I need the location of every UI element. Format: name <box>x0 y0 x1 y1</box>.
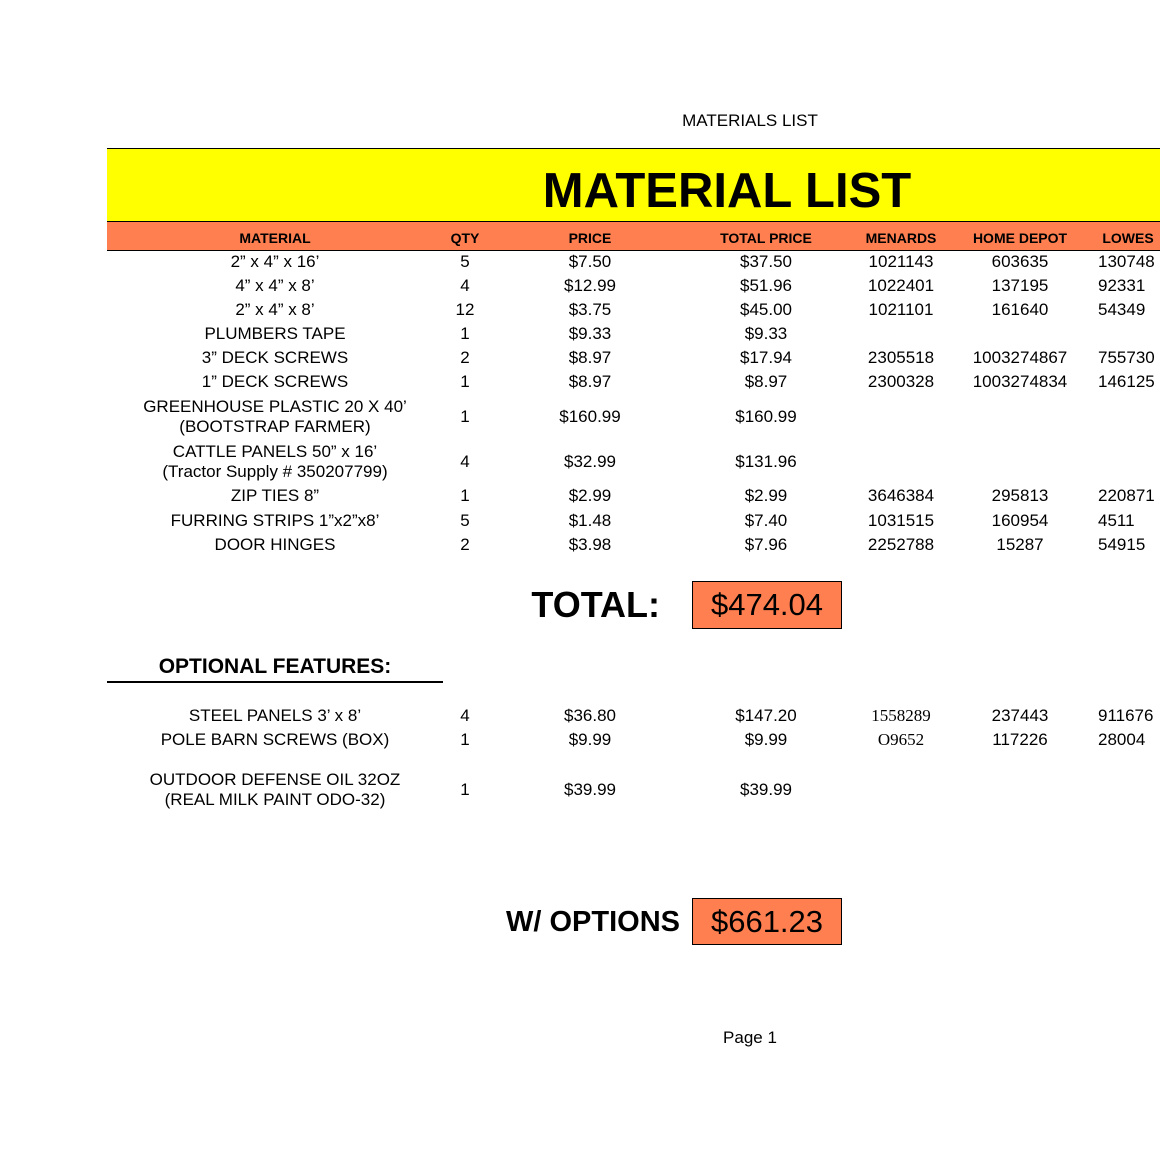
cell-qty: 2 <box>460 535 470 554</box>
cell-material: OUTDOOR DEFENSE OIL 32OZ (REAL MILK PAINT ODO-32) <box>149 770 401 809</box>
cell-menards-sku <box>851 442 951 482</box>
cell-lowes-sku <box>1090 442 1160 482</box>
column-header-material: MATERIAL <box>239 230 311 246</box>
cell-price: $8.97 <box>568 348 612 367</box>
cell-price: $160.99 <box>559 407 621 426</box>
cell-home-depot-sku <box>960 324 1080 344</box>
cell-total-price: $9.99 <box>744 730 788 749</box>
cell-total-price: $160.99 <box>735 407 797 426</box>
table-row <box>0 486 1160 506</box>
cell-lowes-sku: 755730 <box>1098 348 1155 367</box>
cell-lowes-sku: 54349 <box>1098 300 1146 319</box>
column-header-menards-sku: MENARDS <box>865 230 937 246</box>
cell-lowes-sku: 130748 <box>1098 252 1155 271</box>
cell-qty: 1 <box>460 730 470 749</box>
cell-material: 2” x 4” x 8’ <box>235 300 315 319</box>
table-row <box>0 252 1160 272</box>
cell-material: PLUMBERS TAPE <box>204 324 346 343</box>
cell-qty: 2 <box>460 348 470 367</box>
cell-home-depot-sku <box>960 769 1080 811</box>
cell-material: 3” DECK SCREWS <box>201 348 349 367</box>
header-cells <box>0 224 1160 252</box>
column-header-lowes-sku: LOWES <box>1102 230 1154 246</box>
cell-home-depot-sku <box>960 397 1080 437</box>
cell-total-price: $51.96 <box>740 276 792 295</box>
cell-qty: 4 <box>460 276 470 295</box>
cell-lowes-sku: 220871 <box>1098 486 1155 505</box>
cell-home-depot-sku: 295813 <box>991 486 1049 505</box>
total-value: $474.04 <box>692 581 842 629</box>
optional-features-heading: OPTIONAL FEATURES: <box>107 655 443 683</box>
cell-home-depot-sku: 160954 <box>991 511 1049 530</box>
column-header-price: PRICE <box>568 230 612 246</box>
cell-price: $32.99 <box>564 452 616 471</box>
cell-home-depot-sku: 1003274867 <box>972 348 1068 367</box>
cell-qty: 5 <box>460 511 470 530</box>
cell-menards-sku <box>851 769 951 811</box>
cell-total-price: $131.96 <box>735 452 797 471</box>
cell-home-depot-sku: 1003274834 <box>972 372 1068 391</box>
cell-lowes-sku: 54915 <box>1098 535 1146 554</box>
cell-lowes-sku <box>1090 769 1160 811</box>
page-title: MATERIAL LIST <box>542 164 912 218</box>
cell-qty: 12 <box>455 300 475 319</box>
cell-menards-sku: 2252788 <box>867 535 935 554</box>
table-row <box>0 372 1160 392</box>
cell-lowes-sku: 911676 <box>1098 706 1154 725</box>
cell-menards-sku: 2305518 <box>867 348 935 367</box>
cell-lowes-sku: 28004 <box>1098 730 1146 749</box>
cell-total-price: $9.33 <box>744 324 788 343</box>
cell-home-depot-sku: 15287 <box>996 535 1044 554</box>
cell-menards-sku: 1021101 <box>868 300 934 319</box>
cell-price: $12.99 <box>564 276 616 295</box>
table-row <box>0 276 1160 296</box>
cell-menards-sku: O9652 <box>877 730 925 749</box>
table-row <box>0 397 1160 437</box>
cell-menards-sku: 1021143 <box>868 252 934 271</box>
table-row <box>0 730 1160 750</box>
column-header-home-depot-sku: HOME DEPOT <box>972 230 1068 246</box>
cell-lowes-sku: 92331 <box>1098 276 1146 295</box>
cell-price: $9.99 <box>568 730 612 749</box>
table-row <box>0 442 1160 482</box>
cell-total-price: $37.50 <box>740 252 792 271</box>
cell-menards-sku: 3646384 <box>867 486 935 505</box>
cell-material: DOOR HINGES <box>214 535 336 554</box>
cell-total-price: $7.96 <box>744 535 788 554</box>
print-header: MATERIALS LIST <box>682 111 818 130</box>
cell-lowes-sku <box>1090 397 1160 437</box>
cell-price: $7.50 <box>568 252 612 271</box>
cell-material: STEEL PANELS 3’ x 8’ <box>188 706 362 725</box>
cell-qty: 1 <box>460 780 470 799</box>
cell-qty: 5 <box>460 252 470 271</box>
cell-material: CATTLE PANELS 50” x 16’ (Tractor Supply # 350207799) <box>162 442 388 481</box>
cell-qty: 1 <box>460 372 470 391</box>
cell-total-price: $147.20 <box>735 706 797 725</box>
cell-home-depot-sku <box>960 442 1080 482</box>
table-row <box>0 300 1160 320</box>
cell-lowes-sku <box>1090 324 1160 344</box>
table-row <box>0 535 1160 555</box>
cell-lowes-sku: 146125 <box>1098 372 1155 391</box>
cell-menards-sku: 1022401 <box>867 276 935 295</box>
cell-total-price: $7.40 <box>744 511 788 530</box>
cell-home-depot-sku: 161640 <box>991 300 1049 319</box>
cell-menards-sku <box>851 397 951 437</box>
cell-home-depot-sku: 603635 <box>991 252 1049 271</box>
cell-qty: 4 <box>460 452 470 471</box>
cell-qty: 1 <box>460 486 470 505</box>
cell-material: 2” x 4” x 16’ <box>230 252 320 271</box>
cell-qty: 1 <box>460 407 470 426</box>
cell-menards-sku: 2300328 <box>867 372 935 391</box>
column-header-total-price: TOTAL PRICE <box>720 230 812 246</box>
total-label: TOTAL: <box>531 584 660 625</box>
cell-material: FURRING STRIPS 1”x2”x8’ <box>170 511 380 530</box>
cell-price: $39.99 <box>564 780 616 799</box>
cell-home-depot-sku: 137195 <box>991 276 1049 295</box>
table-row <box>0 324 1160 344</box>
cell-lowes-sku: 4511 <box>1098 511 1135 530</box>
cell-home-depot-sku: 117226 <box>992 730 1048 749</box>
cell-total-price: $2.99 <box>744 486 788 505</box>
cell-material: ZIP TIES 8” <box>230 486 320 505</box>
cell-material: 1” DECK SCREWS <box>201 372 349 391</box>
cell-menards-sku: 1558289 <box>871 706 931 725</box>
with-options-label: W/ OPTIONS <box>506 906 680 938</box>
cell-material: GREENHOUSE PLASTIC 20 X 40’ (BOOTSTRAP FARMER) <box>143 397 407 436</box>
cell-material: POLE BARN SCREWS (BOX) <box>160 730 390 749</box>
cell-price: $1.48 <box>568 511 612 530</box>
page-footer: Page 1 <box>723 1028 777 1047</box>
cell-price: $9.33 <box>568 324 612 343</box>
cell-price: $36.80 <box>564 706 616 725</box>
cell-qty: 4 <box>460 706 470 725</box>
cell-price: $3.98 <box>568 535 612 554</box>
table-row <box>0 511 1160 531</box>
cell-qty: 1 <box>460 324 470 343</box>
cell-menards-sku: 1031515 <box>867 511 935 530</box>
cell-material: 4” x 4” x 8’ <box>235 276 315 295</box>
cell-total-price: $8.97 <box>744 372 788 391</box>
column-header-row <box>0 224 1160 252</box>
column-header-qty: QTY <box>450 230 480 246</box>
cell-price: $8.97 <box>568 372 612 391</box>
cell-total-price: $17.94 <box>740 348 792 367</box>
with-options-value: $661.23 <box>692 898 842 945</box>
cell-total-price: $39.99 <box>740 780 792 799</box>
cell-home-depot-sku: 237443 <box>991 706 1049 725</box>
cell-total-price: $45.00 <box>740 300 792 319</box>
cell-menards-sku <box>851 324 951 344</box>
cell-price: $2.99 <box>568 486 612 505</box>
table-row <box>0 706 1160 726</box>
table-row <box>0 348 1160 368</box>
table-row <box>0 769 1160 811</box>
cell-price: $3.75 <box>568 300 612 319</box>
